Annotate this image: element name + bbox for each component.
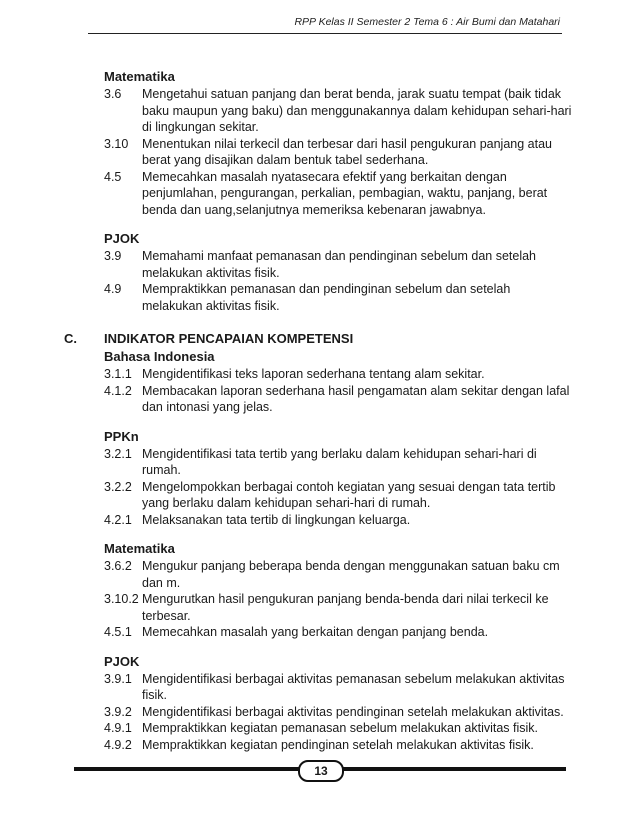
item-text: Mengidentifikasi teks laporan sederhana tentang alam sekitar. [142,367,485,381]
item-number: 3.2.1 [104,446,132,461]
item-number: 3.6 [104,87,122,101]
item-number: 4.9.2 [104,737,132,752]
item-number: 3.2.2 [104,479,132,494]
page-number: 13 [298,760,344,782]
header-rule [88,33,562,34]
page-header: RPP Kelas II Semester 2 Tema 6 : Air Bumi dan Matahari [294,16,560,28]
item-number: 4.2.1 [104,512,132,527]
subject-heading: PJOK [104,231,140,246]
list-item [104,737,574,754]
item-number: 4.5 [104,169,122,184]
footer-rule-right [338,767,566,771]
item-number: 4.5.1 [104,625,132,639]
subject-heading: Matematika [104,69,175,84]
item-number: 4.1.2 [104,383,132,398]
item-text: Memecahkan masalah nyatasecara efektif yang berkaitan dengan penjumlahan, pengurangan, perkalian, pembagian, waktu, panjang, berat benda dan uang,selanjutnya memeriksa kebenaran jawabnya. [142,169,548,217]
item-text: Memahami manfaat pemanasan dan pendinginan sebelum dan setelah melakukan aktivitas fisik. [142,249,537,280]
list-item [104,591,574,624]
item-number: 4.9.1 [104,721,132,735]
list-item [104,86,574,136]
item-number: 4.9 [104,282,122,296]
item-text: Mengidentifikasi berbagai aktivitas pendinginan setelah melakukan aktivitas. [142,704,564,719]
subject-heading: PJOK [104,653,140,669]
item-text: Mengukur panjang beberapa benda dengan menggunakan satuan baku cm dan m. [142,559,560,590]
item-text: Mengelompokkan berbagai contoh kegiatan yang sesuai dengan tata tertib yang berlaku dalam kehidupan sehari-hari di rumah. [142,479,556,510]
item-text: Mempraktikkan pemanasan dan pendinginan sebelum dan setelah melakukan aktivitas fisik. [142,282,511,313]
item-number: 3.10.2 [104,592,139,606]
list-item [104,624,574,641]
item-text: Memecahkan masalah yang berkaitan dengan panjang benda. [142,625,489,639]
item-number: 3.9.1 [104,671,132,686]
list-item [104,248,574,281]
item-text: Mengidentifikasi tata tertib yang berlaku dalam kehidupan sehari-hari di rumah. [142,446,537,477]
item-text: Mempraktikkan kegiatan pendinginan setelah melakukan aktivitas fisik. [142,737,534,752]
item-text: Mengurutkan hasil pengukuran panjang benda-benda dari nilai terkecil ke terbesar. [142,592,549,623]
list-item [104,366,574,383]
list-item [104,671,574,704]
document-body [64,68,574,753]
item-number: 3.1.1 [104,367,132,381]
item-text: Melaksanakan tata tertib di lingkungan keluarga. [142,512,411,527]
subject-heading: PPKn [104,428,139,444]
item-text: Menentukan nilai terkecil dan terbesar dari hasil pengukuran panjang atau berat yang disajikan dalam bentuk tabel sederhana. [142,136,552,167]
page-footer [0,760,638,780]
list-item [104,281,574,314]
list-item [104,720,574,737]
list-item [104,446,574,479]
item-number: 3.10 [104,136,129,151]
item-text: Membacakan laporan sederhana hasil pengamatan alam sekitar dengan lafal dan intonasi yang jelas. [142,383,570,414]
list-item [104,704,574,721]
item-number: 3.9 [104,249,122,263]
list-item [104,383,574,416]
list-item [104,558,574,591]
item-text: Mempraktikkan kegiatan pemanasan sebelum melakukan aktivitas fisik. [142,721,539,735]
footer-rule-left [74,767,300,771]
section-letter: C. [64,331,77,346]
item-number: 3.6.2 [104,559,132,573]
subject-heading: Bahasa Indonesia [104,349,215,364]
list-item [104,479,574,512]
list-item [104,512,574,529]
subject-heading: Matematika [104,541,175,556]
section-heading [64,330,574,348]
item-text: Mengetahui satuan panjang dan berat benda, jarak suatu tempat (baik tidak baku maupun yang baku) dan menggunakannya dalam kehidupan sehari-hari di lingkungan sekitar. [142,87,572,134]
item-text: Mengidentifikasi berbagai aktivitas pemanasan sebelum melakukan aktivitas fisik. [142,671,565,702]
list-item [104,169,574,219]
item-number: 3.9.2 [104,704,132,719]
list-item [104,136,574,169]
section-title: INDIKATOR PENCAPAIAN KOMPETENSI [104,331,354,346]
